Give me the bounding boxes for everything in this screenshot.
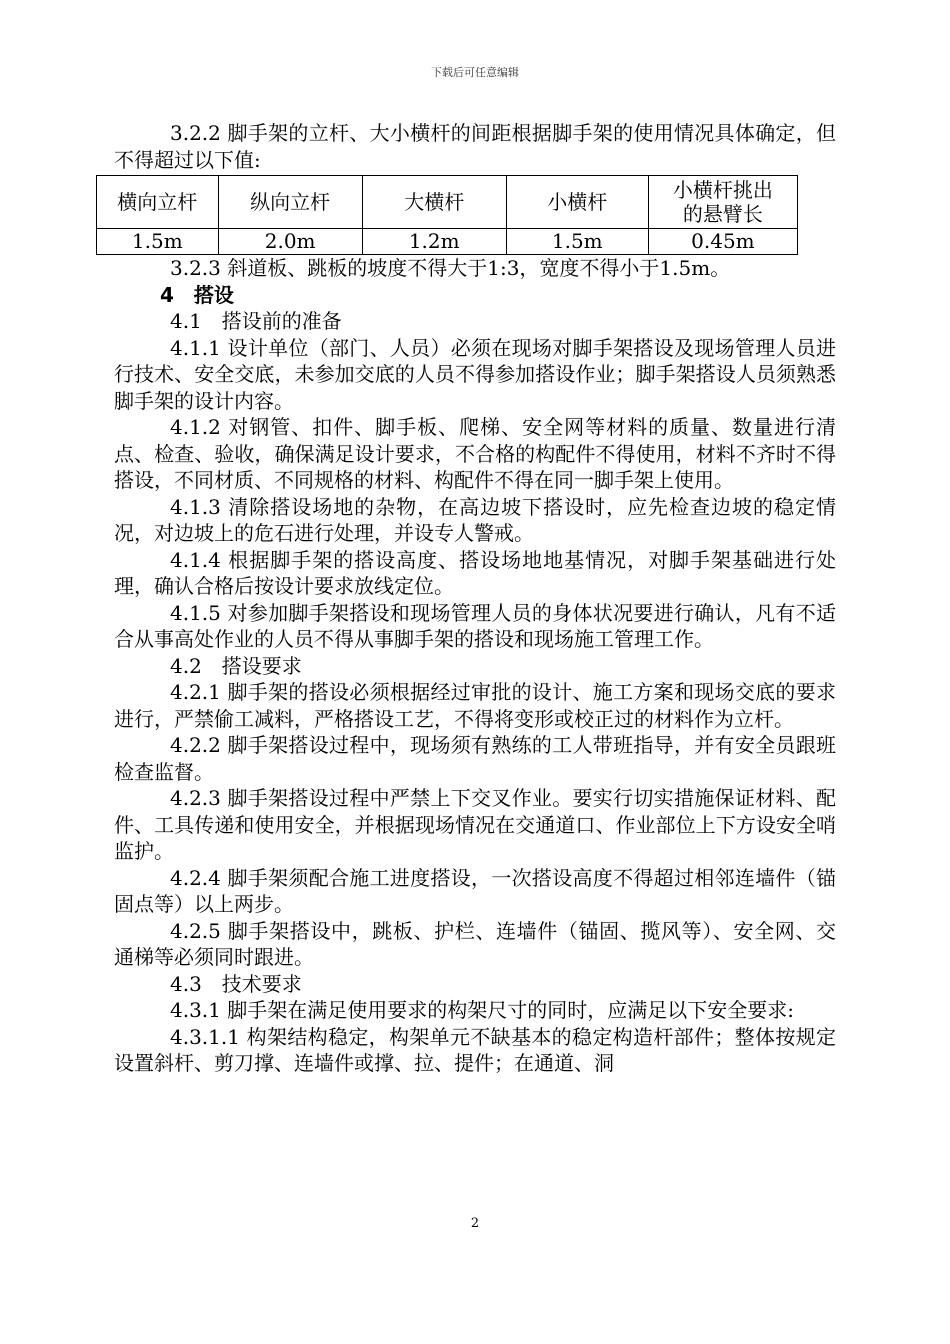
section-heading-4: 4 搭设 (160, 282, 234, 307)
subheading-4-1: 4.1 搭设前的准备 (170, 309, 342, 333)
spacing-limits-table (96, 175, 798, 255)
page-header: 下载后可任意编辑 (431, 66, 519, 79)
table-value-cell: 0.45m (648, 229, 797, 255)
subheading-4-3: 4.3 技术要求 (170, 971, 302, 996)
paragraph-4-2-2: 4.2.2 脚手架搭设过程中，现场须有熟练的工人带班指导，并有安全员跟班检查监督。 (114, 733, 836, 784)
table-header-row (97, 176, 798, 229)
paragraph-4-1-5: 4.1.5 对参加脚手架搭设和现场管理人员的身体状况要进行确认，凡有不适合从事高处作业的人员不得从事脚手架的搭设和现场施工管理工作。 (114, 600, 836, 651)
paragraph-3-2-2: 3.2.2 脚手架的立杆、大小横杆的间距根据脚手架的使用情况具体确定，但不得超过以下值: (114, 121, 836, 172)
paragraph-4-2-4: 4.2.4 脚手架须配合施工进度搭设，一次搭设高度不得超过相邻连墙件（锚固点等）以上两步。 (114, 865, 836, 916)
document-body (114, 120, 836, 1077)
table-value-cell: 1.2m (362, 229, 506, 255)
table-header-cell: 横向立杆 (97, 176, 219, 229)
table-header-cell: 纵向立杆 (218, 176, 362, 229)
paragraph-4-2-5: 4.2.5 脚手架搭设中，跳板、护栏、连墙件（锚固、揽风等）、安全网、交通梯等必须同时跟进。 (114, 918, 836, 969)
paragraph-4-1-4: 4.1.4 根据脚手架的搭设高度、搭设场地地基情况，对脚手架基础进行处理，确认合格后按设计要求放线定位。 (114, 547, 836, 598)
paragraph-4-3-1-1: 4.3.1.1 构架结构稳定，构架单元不缺基本的稳定构造杆部件；整体按规定设置斜杆、剪刀撑、连墙件或撑、拉、提件；在通道、洞 (114, 1024, 836, 1075)
table-header-cell: 大横杆 (362, 176, 506, 229)
paragraph-4-3-1: 4.3.1 脚手架在满足使用要求的构架尺寸的同时，应满足以下安全要求: (170, 998, 794, 1022)
table-value-row (97, 229, 798, 255)
paragraph-4-1-3: 4.1.3 清除搭设场地的杂物，在高边坡下搭设时，应先检查边坡的稳定情况，对边坡上的危石进行处理，并设专人警戒。 (114, 494, 836, 545)
table-header-cell: 小横杆挑出的悬臂长 (648, 176, 797, 229)
paragraph-4-2-3: 4.2.3 脚手架搭设过程中严禁上下交叉作业。要实行切实措施保证材料、配件、工具传递和使用安全，并根据现场情况在交通道口、作业部位上下方设安全哨监护。 (114, 786, 836, 863)
paragraph-3-2-3: 3.2.3 斜道板、跳板的坡度不得大于1:3，宽度不得小于1.5m。 (170, 256, 731, 280)
paragraph-4-1-1: 4.1.1 设计单位（部门、人员）必须在现场对脚手架搭设及现场管理人员进行技术、安全交底，未参加交底的人员不得参加搭设作业；脚手架搭设人员须熟悉脚手架的设计内容。 (114, 335, 836, 413)
table-value-cell: 1.5m (506, 229, 648, 255)
table-value-cell: 1.5m (97, 229, 219, 255)
subheading-4-2: 4.2 搭设要求 (170, 653, 302, 678)
paragraph-4-1-2: 4.1.2 对钢管、扣件、脚手板、爬梯、安全网等材料的质量、数量进行清点、检查、验收，确保满足设计要求，不合格的构配件不得使用，材料不齐时不得搭设，不同材质、不同规格的材料、构配件不得在同一脚手架上使用。 (114, 415, 836, 492)
paragraph-4-2-1: 4.2.1 脚手架的搭设必须根据经过审批的设计、施工方案和现场交底的要求进行，严禁偷工减料，严格搭设工艺，不得将变形或校正过的材料作为立杆。 (114, 680, 836, 731)
table-header-cell: 小横杆 (506, 176, 648, 229)
page-number: 2 (470, 1216, 480, 1231)
table-value-cell: 2.0m (218, 229, 362, 255)
